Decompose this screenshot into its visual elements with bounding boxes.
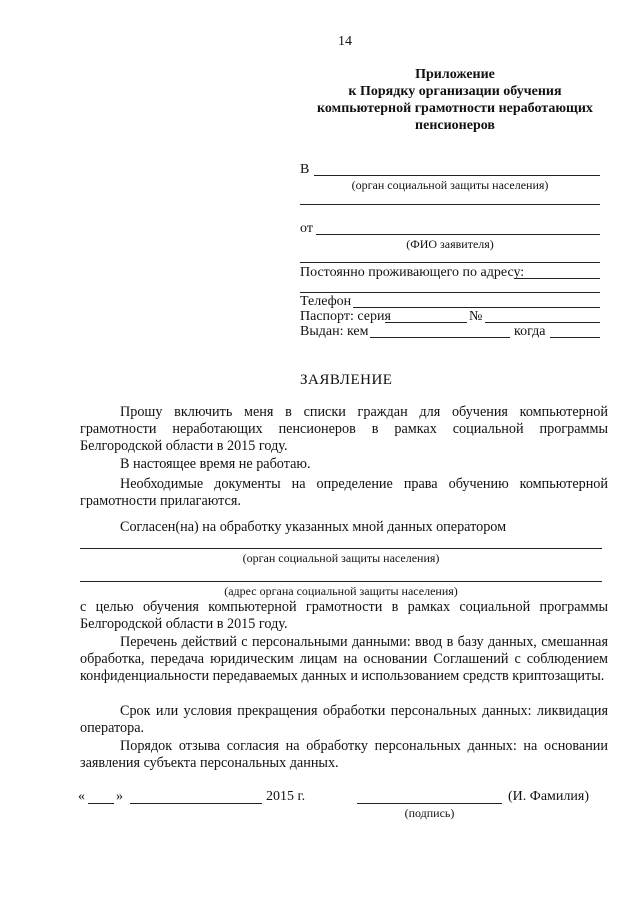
date-close-quote: » [116,789,123,804]
paragraph-documents [80,476,608,510]
paragraph-request [80,404,608,455]
issued-label: Выдан: кем [300,324,369,339]
statement-title: ЗАЯВЛЕНИЕ [300,372,393,388]
phone-field-line[interactable] [353,307,600,308]
paragraph-term [80,703,608,737]
appendix-title: Приложение [415,67,495,82]
passport-label: Паспорт: серия [300,309,391,324]
date-day-line[interactable] [88,803,114,804]
paragraph-actions [80,634,608,685]
paragraph-actions-text: Перечень действий с персональными данными: ввод в базу данных, смешанная обработка, передача юридическим лицам на основании Соглашений с соблюдением конфиденциальности передаваемых данных и использованием средств криптозащиты. [80,634,608,684]
issued-when-line[interactable] [550,337,600,338]
to-field-line-2[interactable] [300,204,600,205]
from-prefix: от [300,221,313,236]
date-year: 2015 г. [266,789,306,804]
when-label: когда [514,324,546,339]
signature-caption: (подпись) [404,806,455,820]
date-month-line[interactable] [130,803,262,804]
address-label: Постоянно проживающего по адресу: [300,265,525,280]
signer-name: (И. Фамилия) [508,789,589,804]
address-field-line[interactable] [514,278,600,279]
consent-line-text: Согласен(на) на обработку указанных мной данных оператором [120,519,507,535]
appendix-line-3: компьютерной грамотности неработающих [317,101,593,116]
signature-line[interactable] [357,803,502,804]
phone-label: Телефон [300,294,352,309]
address-field-line-2[interactable] [300,292,600,293]
page-number: 14 [338,34,352,49]
passport-number-label: № [469,309,483,324]
paragraph-purpose [80,599,608,633]
consent-operator-line[interactable] [80,548,602,549]
date-open-quote: « [78,789,85,804]
passport-series-line[interactable] [385,322,467,323]
paragraph-not-working [80,456,608,473]
paragraph-request-text: Прошу включить меня в списки граждан для обучения компьютерной грамотности неработающих пенсионеров в рамках социальной программы Белгородской области в 2015 году. [80,404,608,454]
issued-by-line[interactable] [370,337,510,338]
to-caption: (орган социальной защиты населения) [351,178,549,192]
consent-caption-operator: (орган социальной защиты населения) [242,551,440,565]
appendix-line-4: пенсионеров [415,118,495,133]
paragraph-documents-text: Необходимые документы на определение права обучению компьютерной грамотности прилагаются. [80,476,608,509]
paragraph-revocation-text: Порядок отзыва согласия на обработку персональных данных: на основании заявления субъекта персональных данных. [80,738,608,771]
consent-address-line[interactable] [80,581,602,582]
paragraph-not-working-text: В настоящее время не работаю. [120,456,311,472]
to-prefix: В [300,162,310,177]
consent-caption-address: (адрес органа социальной защиты населения) [224,584,458,598]
consent-line [80,519,608,536]
from-field-line-2[interactable] [300,262,600,263]
appendix-line-2: к Порядку организации обучения [348,84,562,99]
passport-number-line[interactable] [485,322,600,323]
paragraph-revocation [80,738,608,772]
from-field-line[interactable] [316,234,600,235]
to-field-line[interactable] [314,175,600,176]
paragraph-term-text: Срок или условия прекращения обработки персональных данных: ликвидация оператора. [80,703,608,736]
from-caption: (ФИО заявителя) [406,237,494,251]
paragraph-purpose-text: с целью обучения компьютерной грамотности в рамках социальной программы Белгородской области в 2015 году. [80,599,608,632]
